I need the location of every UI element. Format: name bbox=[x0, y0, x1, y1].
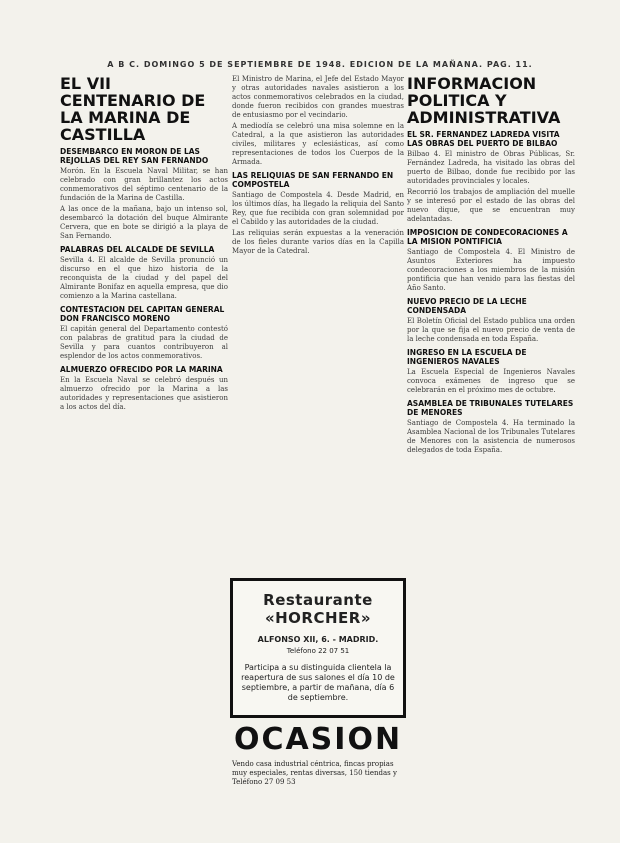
subhead-desembarco: DESEMBARCO EN MORON DE LAS REJOLLAS DEL REY SAN FERNANDO bbox=[60, 147, 209, 165]
column-center bbox=[232, 75, 404, 835]
paragraph: El Ministro de Marina, el Jefe del Estado Mayor y otras autoridades navales asistieron a los actos conmemorativos celebrados en la ciudad, donde fueron recibidos con grandes muestras de entusiasmo por el vecindario. bbox=[232, 75, 404, 119]
paragraph: Santiago de Compostela 4. El Ministro de Asuntos Exteriores ha impuesto condecoraciones a los miembros de la misión pontificia que han venido para las fiestas del Año Santo. bbox=[407, 248, 575, 292]
headline-marina: EL VII CENTENARIO DE LA MARINA DE CASTILLA bbox=[60, 75, 206, 144]
subhead-leche: NUEVO PRECIO DE LA LECHE CONDENSADA bbox=[407, 297, 527, 315]
subhead-ingenieros: INGRESO EN LA ESCUELA DE INGENIEROS NAVALES bbox=[407, 348, 527, 366]
paragraph: Sevilla 4. El alcalde de Sevilla pronunció un discurso en el que hizo historia de la reconquista de la ciudad y del papel del Almirante Bonifaz en aquella empresa, que dio comienzo a la Marina castellana. bbox=[60, 256, 228, 300]
paragraph: Santiago de Compostela 4. Ha terminado la Asamblea Nacional de los Tribunales Tutelares de Menores con la asistencia de numerosos delegados de toda España. bbox=[407, 419, 575, 454]
subhead-condecoraciones: IMPOSICION DE CONDECORACIONES A LA MISION PONTIFICIA bbox=[407, 228, 568, 246]
paragraph: Santiago de Compostela 4. Desde Madrid, en los últimos días, ha llegado la reliquia del Santo Rey, que fue recibida con gran solemnidad por el Cabildo y las autoridades de la ciudad. bbox=[232, 191, 404, 226]
subhead-bilbao: EL SR. FERNANDEZ LADREDA VISITA LAS OBRAS DEL PUERTO DE BILBAO bbox=[407, 130, 560, 148]
ad-phone: Teléfono 22 07 51 bbox=[286, 647, 350, 655]
page-header: A B C. DOMINGO 5 DE SEPTIEMBRE DE 1948. EDICION DE LA MAÑANA. PAG. 11. bbox=[107, 60, 533, 69]
ocasion-text: Vendo casa industrial céntrica, fincas propias muy especiales, rentas diversas, 150 tiendas y Teléfono 27 09 53 bbox=[232, 760, 397, 786]
column-right bbox=[407, 75, 575, 835]
ad-restaurant-name: Restaurante «HORCHER» bbox=[263, 591, 373, 627]
ocasion-heading: OCASION bbox=[233, 722, 403, 757]
paragraph: Las reliquias serán expuestas a la veneración de los fieles durante varios días en la Capilla Mayor de la Catedral. bbox=[232, 229, 404, 255]
subhead-tribunales: ASAMBLEA DE TRIBUNALES TUTELARES DE MENORES bbox=[407, 399, 574, 417]
paragraph: Bilbao 4. El ministro de Obras Públicas, Sr. Fernández Ladreda, ha visitado las obras del puerto de Bilbao, donde fue recibido por las autoridades provinciales y locales. bbox=[407, 150, 575, 185]
subhead-alcalde: PALABRAS DEL ALCALDE DE SEVILLA bbox=[60, 245, 215, 254]
subhead-reliquias: LAS RELIQUIAS DE SAN FERNANDO EN COMPOSTELA bbox=[232, 171, 394, 189]
ad-note: Participa a su distinguida clientela la reapertura de sus salones el día 10 de septiembre, a partir de mañana, día 6 de septiembre. bbox=[241, 663, 395, 702]
paragraph: Morón. En la Escuela Naval Militar, se han celebrado con gran brillantez los actos conmemorativos del séptimo centenario de la fundación de la Marina de Castilla. bbox=[60, 167, 228, 202]
paragraph: El capitán general del Departamento contestó con palabras de gratitud para la ciudad de Sevilla y para cuantos contribuyeron al esplendor de los actos conmemorativos. bbox=[60, 325, 228, 360]
paragraph: La Escuela Especial de Ingenieros Navales convoca exámenes de ingreso que se celebrarán en el próximo mes de octubre. bbox=[407, 368, 575, 394]
headline-informacion: INFORMACION POLITICA Y ADMINISTRATIVA bbox=[407, 75, 561, 127]
paragraph: En la Escuela Naval se celebró después un almuerzo ofrecido por la Marina a las autoridades y representaciones que asistieron a los actos del día. bbox=[60, 376, 228, 411]
horcher-advertisement bbox=[230, 578, 406, 718]
ad-address: ALFONSO XII, 6. - MADRID. bbox=[257, 635, 379, 644]
paragraph: A las once de la mañana, bajo un intenso sol, desembarcó la dotación del buque Almirante Cervera, que en bote se dirigió a la playa de San Fernando. bbox=[60, 205, 228, 240]
subhead-almuerzo: ALMUERZO OFRECIDO POR LA MARINA bbox=[60, 365, 223, 374]
paragraph: A mediodía se celebró una misa solemne en la Catedral, a la que asistieron las autoridades civiles, militares y eclesiásticas, así como representaciones de todos los Cuerpos de la Armada. bbox=[232, 122, 404, 166]
column-left bbox=[60, 75, 228, 835]
subhead-capitan: CONTESTACION DEL CAPITAN GENERAL DON FRANCISCO MORENO bbox=[60, 305, 225, 323]
paragraph: El Boletín Oficial del Estado publica una orden por la que se fija el nuevo precio de venta de la leche condensada en toda España. bbox=[407, 317, 575, 343]
paragraph: Recorrió los trabajos de ampliación del muelle y se interesó por el estado de las obras del nuevo dique, que se encuentran muy adelantadas. bbox=[407, 188, 575, 223]
